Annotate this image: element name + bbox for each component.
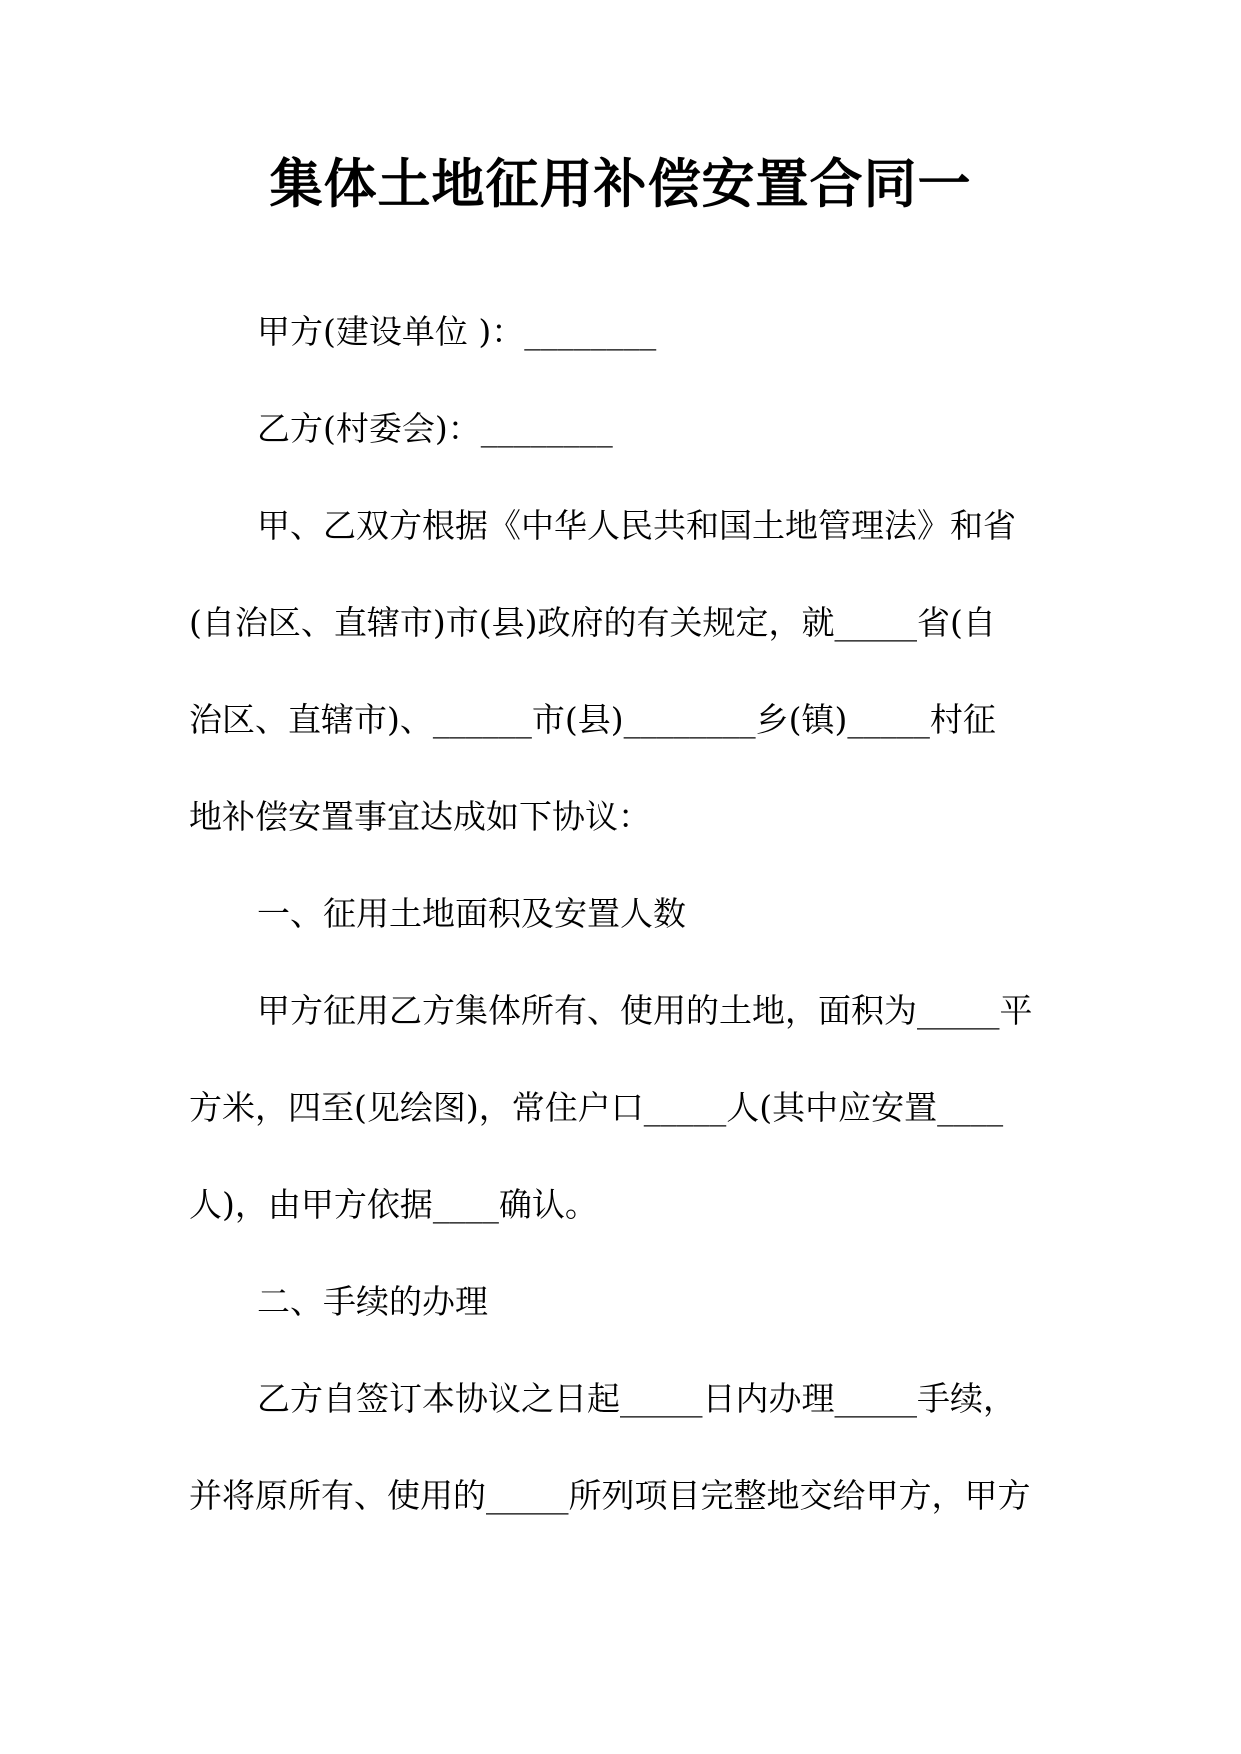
paragraph-line: 甲、乙双方根据《中华人民共和国土地管理法》和省	[257, 506, 1016, 545]
paragraph-line: 乙方自签订本协议之日起_____日内办理_____手续，	[257, 1379, 1016, 1418]
party-a-line: 甲方(建设单位 )：________	[257, 312, 657, 351]
paragraph-line: 甲方征用乙方集体所有、使用的土地，面积为_____平	[257, 991, 1033, 1030]
paragraph-line: (自治区、直辖市)市(县)政府的有关规定，就_____省(自	[189, 603, 996, 642]
section-heading-1: 一、征用土地面积及安置人数	[257, 894, 686, 933]
paragraph-line: 地补偿安置事宜达成如下协议：	[189, 797, 651, 836]
paragraph-line: 人)，由甲方依据____确认。	[189, 1185, 598, 1224]
document-title: 集体土地征用补偿安置合同一	[269, 154, 972, 215]
paragraph-line: 方米，四至(见绘图)，常住户口_____人(其中应安置____	[189, 1088, 1004, 1127]
paragraph-line: 并将原所有、使用的_____所列项目完整地交给甲方，甲方	[189, 1476, 1031, 1515]
paragraph-line: 治区、直辖市)、______市(县)________乡(镇)_____村征	[189, 700, 996, 739]
party-b-line: 乙方(村委会)：________	[257, 409, 613, 448]
section-heading-2: 二、手续的办理	[257, 1282, 488, 1321]
